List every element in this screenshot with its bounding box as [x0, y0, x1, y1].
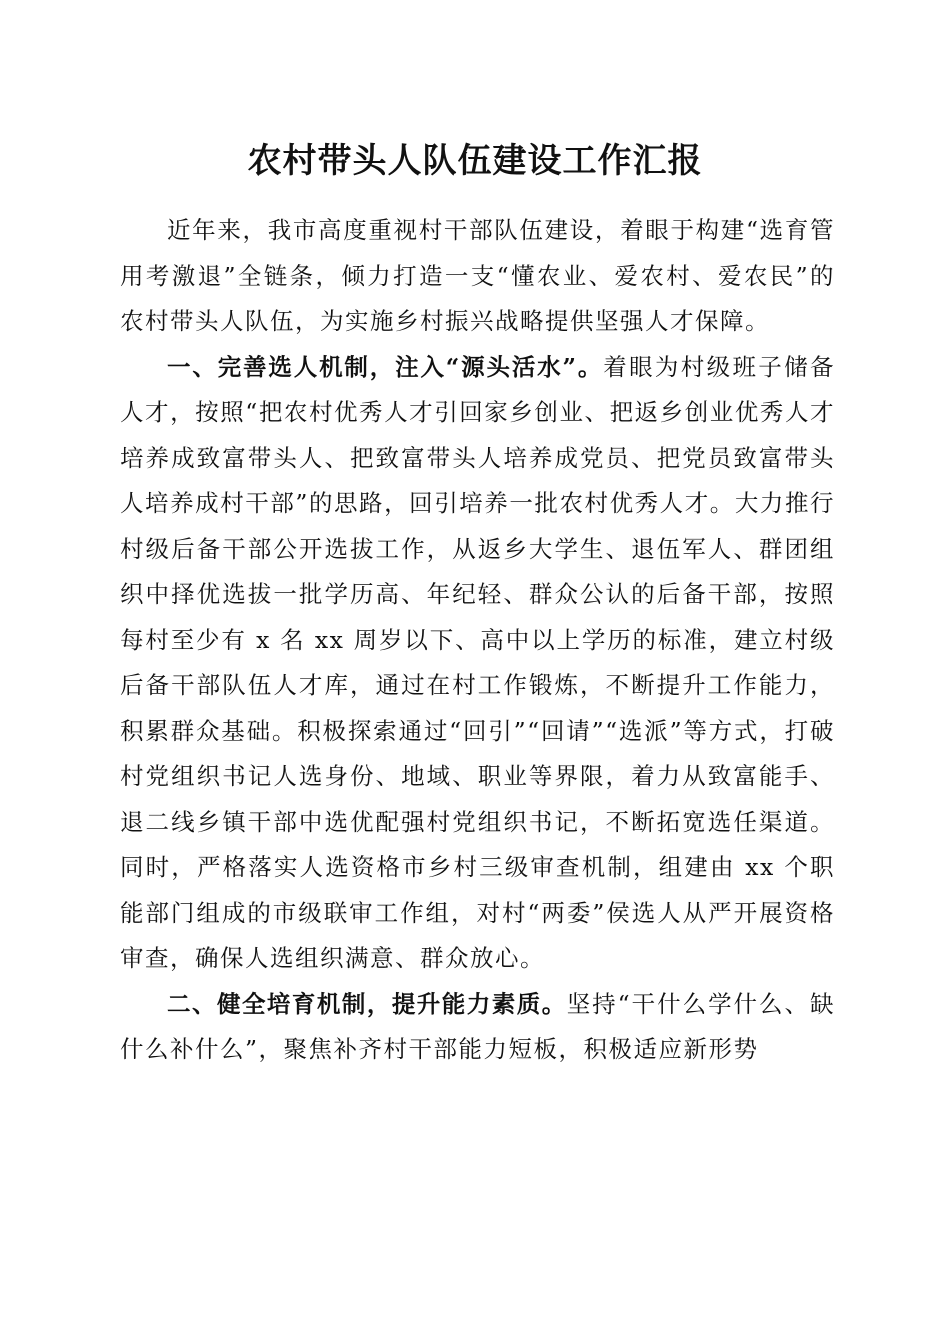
- document-body: [120, 208, 835, 1073]
- paragraph-section-1: [120, 345, 835, 982]
- section-heading: 二、健全培育机制，提升能力素质。: [167, 989, 567, 1018]
- section-heading: 一、完善选人机制，注入“源头活水”。: [167, 352, 604, 381]
- paragraph-text: 近年来，我市高度重视村干部队伍建设，着眼于构建“选育管用考激退”全链条，倾力打造一支“懂农业、爱农村、爱农民”的农村带头人队伍，为实施乡村振兴战略提供坚强人才保障。: [120, 216, 835, 335]
- paragraph-intro: [120, 208, 835, 345]
- document-title: 农村带头人队伍建设工作汇报: [247, 141, 703, 181]
- paragraph-section-2: [120, 982, 835, 1073]
- paragraph-text: 坚持“干什么学什么、缺什么补什么”，聚焦补齐村干部能力短板，积极适应新形势: [120, 989, 836, 1063]
- paragraph-text: 着眼为村级班子储备人才，按照“把农村优秀人才引回家乡创业、把返乡创业优秀人才培养成致富带头人、把致富带头人培养成党员、把党员致富带头人培养成村干部”的思路，回引培养一批农村优秀人才。大力推行村级后备干部公开选拔工作，从返乡大学生、退伍军人、群团组织中择优选拔一批学历高、年纪轻、群众公认的后备干部，按照每村至少有 x 名 xx 周岁以下、高中以上学历的标准，建立村级后备干部队伍人才库，通过在村工作锻炼，不断提升工作能力，积累群众基础。积极探索通过“回引”“回请”“选派”等方式，打破村党组织书记人选身份、地域、职业等界限，着力从致富能手、退二线乡镇干部中选优配强村党组织书记，不断拓宽选任渠道。同时，严格落实人选资格市乡村三级审查机制，组建由 xx 个职能部门组成的市级联审工作组，对村“两委”侯选人从严开展资格审查，确保人选组织满意、群众放心。: [120, 352, 835, 972]
